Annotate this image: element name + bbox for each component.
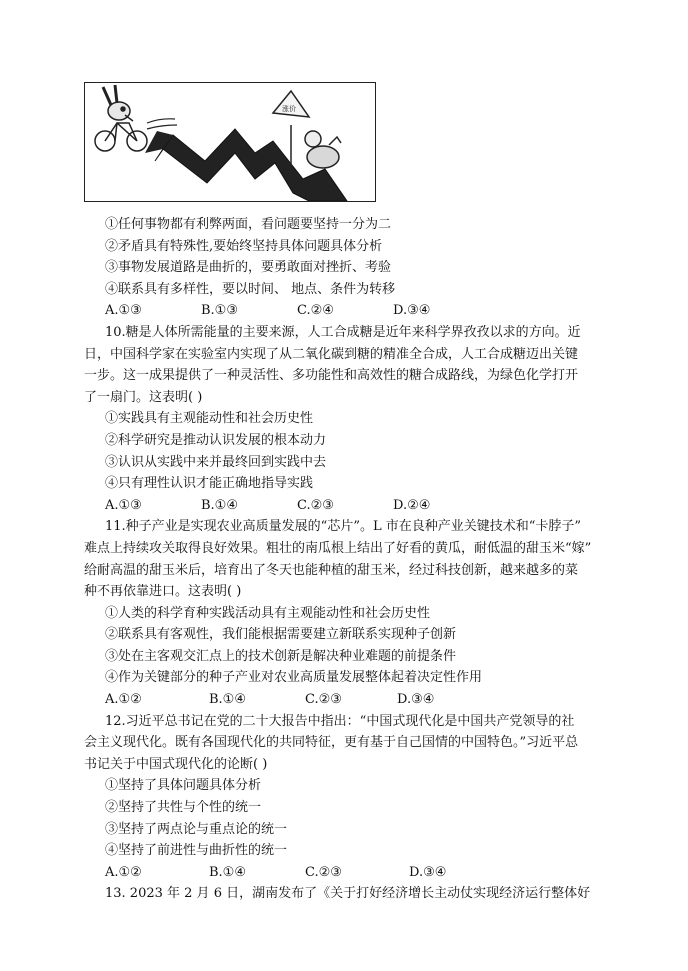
q10-choice-d: D.②④: [393, 497, 431, 513]
q12-stem-line-2: 会主义现代化。既有各国现代化的共同特征，更有基于自己国情的中国特色。”习近平总: [84, 735, 579, 751]
q10-option-2: ②科学研究是推动认识发展的根本动力: [105, 432, 327, 448]
q13-stem-line-1: 13. 2023 年 2 月 6 日，湖南发布了《关于打好经济增长主动仗实现经济运行整体好: [105, 886, 591, 902]
q9-choice-a: A.①③: [105, 303, 142, 319]
q12-stem-line-1: 12.习近平总书记在党的二十大报告中指出：“中国式现代化是中国共产党领导的社: [105, 713, 575, 729]
q11-choice-c: C.②③: [305, 692, 342, 708]
q11-stem-line-1: 11.种子产业是实现农业高质量发展的“芯片”。L 市在良种产业关键技术和“卡脖子”: [105, 519, 582, 535]
q10-stem-line-4: 了一扇门。这表明( ): [84, 389, 203, 405]
q10-stem-line-2: 日，中国科学家在实验室内实现了从二氧化碳到糖的精准全合成，人工合成糖迈出关键: [84, 346, 579, 362]
q12-option-1: ①坚持了具体问题具体分析: [105, 778, 262, 794]
q11-stem: [84, 516, 624, 602]
q12-choices: [84, 862, 624, 884]
q11-stem-line-3: 给耐高温的甜玉米后，培育出了冬天也能种植的甜玉米，经过科技创新，越来越多的菜: [84, 562, 579, 578]
q11-stem-line-4: 种不再依靠进口。这表明( ): [84, 584, 242, 600]
q12-stem: [84, 711, 624, 776]
q11-choice-d: D.③④: [397, 692, 435, 708]
q12-stem-line-3: 书记关于中国式现代化的论断( ): [84, 756, 268, 772]
q10-choice-c: C.②③: [297, 497, 334, 513]
motion-lines-icon: [147, 119, 177, 129]
q12-choice-a: A.①②: [105, 864, 142, 880]
q11-stem-line-2: 难点上持续攻关取得良好效果。粗壮的南瓜根上结出了好看的黄瓜，耐低温的甜玉米“嫁”: [84, 540, 592, 556]
q11-options: [84, 603, 624, 689]
q11-choices: [84, 689, 624, 711]
q9-option-2: ②矛盾具有特殊性,要始终坚持具体问题具体分析: [105, 238, 383, 254]
q11-option-1: ①人类的科学育种实践活动具有主观能动性和社会历史性: [105, 605, 431, 621]
q11-option-4: ④作为关键部分的种子产业对农业高质量发展整体起着决定性作用: [105, 670, 483, 686]
q12-option-3: ③坚持了两点论与重点论的统一: [105, 821, 288, 837]
q9-option-1: ①任何事物都有利弊两面，看问题要坚持一分为二: [105, 217, 392, 232]
cartoon-drawing: [85, 83, 376, 202]
q10-option-3: ③认识从实践中来并最终回到实践中去: [105, 454, 327, 470]
cartoon-illustration: [84, 82, 376, 202]
turtle-icon: [305, 131, 341, 168]
q9-choices: [84, 300, 624, 322]
q10-option-4: ④只有理性认识才能正确地指导实践: [105, 476, 314, 492]
q12-options: [84, 775, 624, 861]
q10-stem-line-3: 一步。这一成果提供了一种灵活性、多功能性和高效性的糖合成路线，为绿色化学打开: [84, 368, 579, 384]
q9-choice-d: D.③④: [393, 303, 431, 319]
q9-choice-b: B.①③: [201, 303, 238, 319]
q10-choices: [84, 495, 624, 517]
q9-options: [84, 214, 624, 300]
q9-option-3: ③事物发展道路是曲折的，要勇敢面对挫折、考验: [105, 260, 392, 276]
q10-choice-b: B.①④: [201, 497, 238, 513]
q11-option-3: ③处在主客观交汇点上的技术创新是解决种业难题的前提条件: [105, 648, 457, 664]
rabbit-cyclist-icon: [95, 85, 147, 151]
q10-stem: [84, 322, 624, 408]
q9-option-4: ④联系具有多样性，要以时间、 地点、条件为转移: [105, 281, 396, 297]
q12-choice-d: D.③④: [409, 864, 447, 880]
q10-options: [84, 408, 624, 494]
sign-text: 涨价: [282, 105, 296, 113]
question-content: [84, 214, 624, 905]
q12-choice-b: B.①④: [209, 864, 246, 880]
q9-choice-c: C.②④: [297, 303, 334, 319]
q12-choice-c: C.②③: [305, 864, 342, 880]
q11-option-2: ②联系具有客观性，我们能根据需要建立新联系实现种子创新: [105, 627, 457, 643]
q11-choice-b: B.①④: [209, 692, 246, 708]
q10-choice-a: A.①③: [105, 497, 142, 513]
q10-stem-line-1: 10.糖是人体所需能量的主要来源，人工合成糖是近年来科学界孜孜以求的方向。近: [105, 324, 581, 340]
q10-option-1: ①实践具有主观能动性和社会历史性: [105, 411, 314, 427]
q12-option-2: ②坚持了共性与个性的统一: [105, 800, 262, 816]
q11-choice-a: A.①②: [105, 692, 142, 708]
q12-option-4: ④坚持了前进性与曲折性的统一: [105, 843, 288, 859]
